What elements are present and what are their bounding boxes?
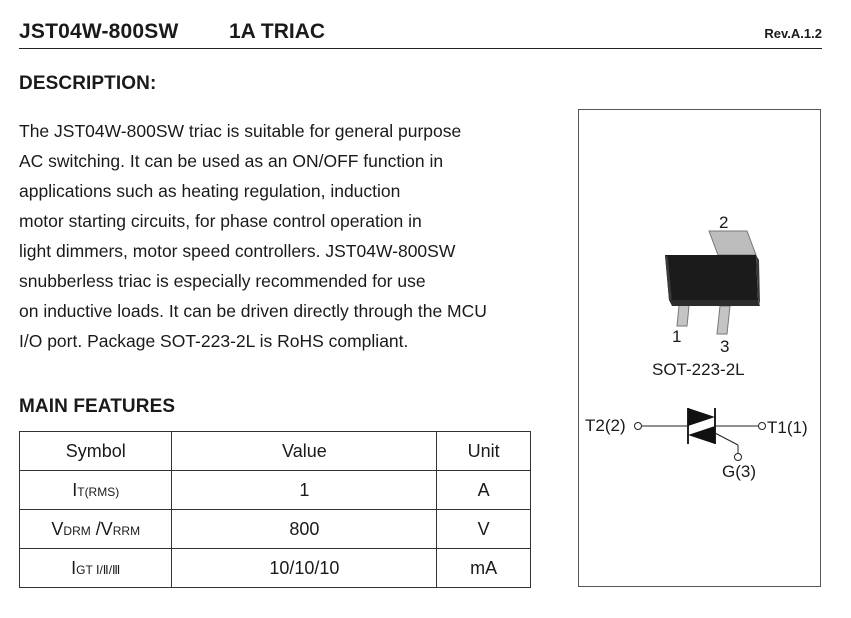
package-lead-icon: [717, 306, 730, 334]
description-line: I/O port. Package SOT-223-2L is RoHS compliant.: [19, 331, 409, 351]
part-number: JST04W-800SW: [19, 20, 179, 43]
symbol-cell: [20, 549, 172, 588]
description-line: AC switching. It can be used as an ON/OFF function in: [19, 151, 444, 171]
symbol-cell: [20, 510, 172, 549]
symbol-main: V: [51, 518, 64, 539]
header-value: Value: [172, 432, 437, 471]
symbol-main: I: [72, 479, 78, 500]
description-line: applications such as heating regulation, induction: [19, 181, 401, 201]
table-row: [20, 471, 531, 510]
symbol-main: I: [71, 557, 77, 578]
symbol-subscript: RRM: [112, 523, 141, 538]
revision-label: Rev.A.1.2: [764, 26, 822, 41]
device-type: 1A TRIAC: [229, 20, 326, 43]
table-header-row: [20, 432, 531, 471]
header-unit: Unit: [437, 432, 531, 471]
description-line: The JST04W-800SW triac is suitable for general purpose: [19, 121, 462, 141]
symbol-cell: [20, 471, 172, 510]
unit-cell: A: [437, 471, 531, 510]
description-title: DESCRIPTION:: [19, 73, 157, 94]
terminal-t1-label: T1(1): [767, 418, 808, 437]
symbol-subscript: GT Ⅰ/Ⅱ/Ⅲ: [76, 562, 121, 577]
terminal-g-label: G(3): [722, 462, 756, 481]
features-title: MAIN FEATURES: [19, 396, 176, 417]
description-line: motor starting circuits, for phase control operation in: [19, 211, 422, 231]
terminal-t2-label: T2(2): [585, 416, 626, 435]
package-figure: [578, 109, 821, 587]
package-name: SOT-223-2L: [652, 360, 745, 379]
value-cell: 10/10/10: [172, 549, 437, 588]
table-row: [20, 510, 531, 549]
document-header: [19, 18, 822, 49]
symbol-separator: /V: [90, 518, 113, 539]
unit-cell: V: [437, 510, 531, 549]
pin-3-label: 3: [720, 337, 730, 356]
package-tab-icon: [709, 231, 756, 255]
pin-1-label: 1: [672, 327, 682, 346]
package-drawing: [579, 110, 822, 588]
table-row: [20, 549, 531, 588]
description-line: snubberless triac is especially recommended for use: [19, 271, 426, 291]
description-line: light dimmers, motor speed controllers. JST04W-800SW: [19, 241, 456, 261]
package-body-icon: [665, 255, 758, 300]
description-text: [19, 116, 564, 356]
symbol-subscript: T(RMS): [77, 484, 120, 499]
pin-2-label: 2: [719, 213, 729, 232]
description-line: on inductive loads. It can be driven directly through the MCU: [19, 301, 487, 321]
symbol-subscript: DRM: [63, 523, 91, 538]
value-cell: 1: [172, 471, 437, 510]
header-symbol: Symbol: [20, 432, 172, 471]
value-cell: 800: [172, 510, 437, 549]
features-table: [19, 431, 531, 588]
unit-cell: mA: [437, 549, 531, 588]
